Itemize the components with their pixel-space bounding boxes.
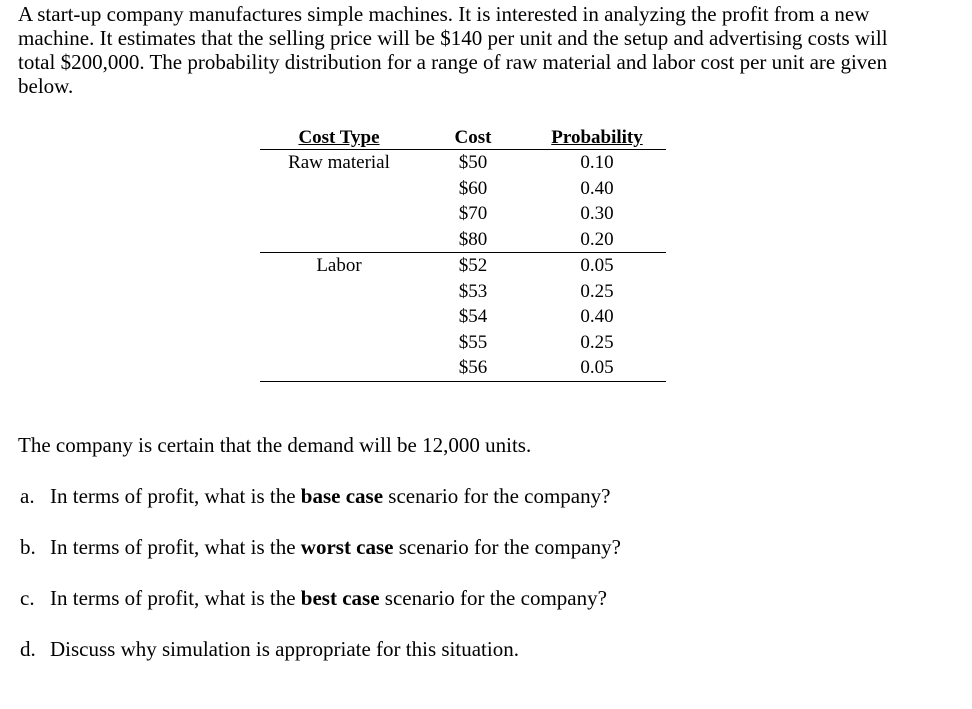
header-cost: Cost	[418, 127, 528, 150]
question-letter: b.	[20, 535, 36, 559]
table-row	[260, 253, 666, 279]
probability-cell: 0.25	[580, 331, 614, 353]
probability-cell: 0.05	[528, 355, 666, 381]
cost-cell: $55	[458, 331, 488, 353]
raw-material-group	[260, 150, 666, 253]
question-letter: a.	[20, 484, 35, 508]
table-header-row	[260, 127, 666, 150]
question-letter: c.	[20, 586, 35, 610]
probability-cell: 0.05	[580, 255, 614, 276]
question-text-end: scenario for the company?	[393, 535, 621, 559]
question-emphasis: worst case	[300, 535, 394, 559]
header-cost-type: Cost Type	[260, 127, 418, 150]
empty-cell	[260, 227, 418, 253]
labor-group	[260, 253, 666, 382]
probability-cell: 0.30	[580, 203, 614, 224]
table-row	[260, 150, 666, 176]
cost-table	[260, 127, 666, 382]
empty-cell	[260, 201, 418, 227]
cost-cell: $50	[458, 152, 488, 173]
question-b	[20, 534, 621, 560]
cost-cell: $80	[418, 227, 528, 253]
question-letter: d.	[20, 637, 36, 661]
probability-cell: 0.20	[528, 227, 666, 253]
probability-cell: 0.40	[580, 177, 614, 199]
question-text: In terms of profit, what is the	[50, 586, 301, 610]
cost-cell: $52	[458, 255, 488, 276]
table-row	[260, 227, 666, 253]
question-emphasis: best case	[300, 586, 380, 610]
empty-cell	[260, 355, 418, 381]
empty-cell	[260, 279, 418, 305]
probability-cell: 0.10	[580, 152, 614, 173]
cost-cell: $70	[458, 203, 488, 224]
table-row	[260, 355, 666, 381]
cost-cell: $56	[418, 355, 528, 381]
empty-cell	[260, 304, 418, 330]
intro-paragraph: A start-up company manufactures simple machines. It is interested in analyzing the profit from a new machine. It estimates that the selling price will be $140 per unit and the setup and advertising costs will total $200,000. The probability distribution for a range of raw material and labor cost per unit are given below.	[18, 2, 888, 98]
cost-probability-table	[260, 127, 666, 382]
cost-cell: $60	[458, 177, 488, 199]
question-c	[20, 585, 607, 611]
question-text-end: scenario for the company?	[383, 484, 611, 508]
question-d	[20, 636, 519, 662]
empty-cell	[260, 176, 418, 202]
table-row	[260, 176, 666, 202]
question-emphasis: base case	[300, 484, 384, 508]
table-row	[260, 279, 666, 305]
question-a	[20, 483, 610, 509]
probability-cell: 0.40	[580, 306, 614, 327]
labor-label: Labor	[316, 255, 362, 276]
table-row	[260, 201, 666, 227]
question-text-end: scenario for the company?	[379, 586, 607, 610]
empty-cell	[260, 330, 418, 356]
probability-cell: 0.25	[580, 280, 614, 302]
header-probability: Probability	[528, 127, 666, 150]
cost-cell: $54	[458, 306, 488, 327]
raw-material-label: Raw material	[288, 152, 390, 173]
table-row	[260, 330, 666, 356]
demand-statement: The company is certain that the demand will be 12,000 units.	[18, 433, 532, 457]
table-row	[260, 304, 666, 330]
cost-cell: $53	[458, 280, 488, 302]
question-text: In terms of profit, what is the	[50, 484, 301, 508]
question-text: In terms of profit, what is the	[50, 535, 301, 559]
question-text: Discuss why simulation is appropriate for this situation.	[50, 637, 519, 661]
